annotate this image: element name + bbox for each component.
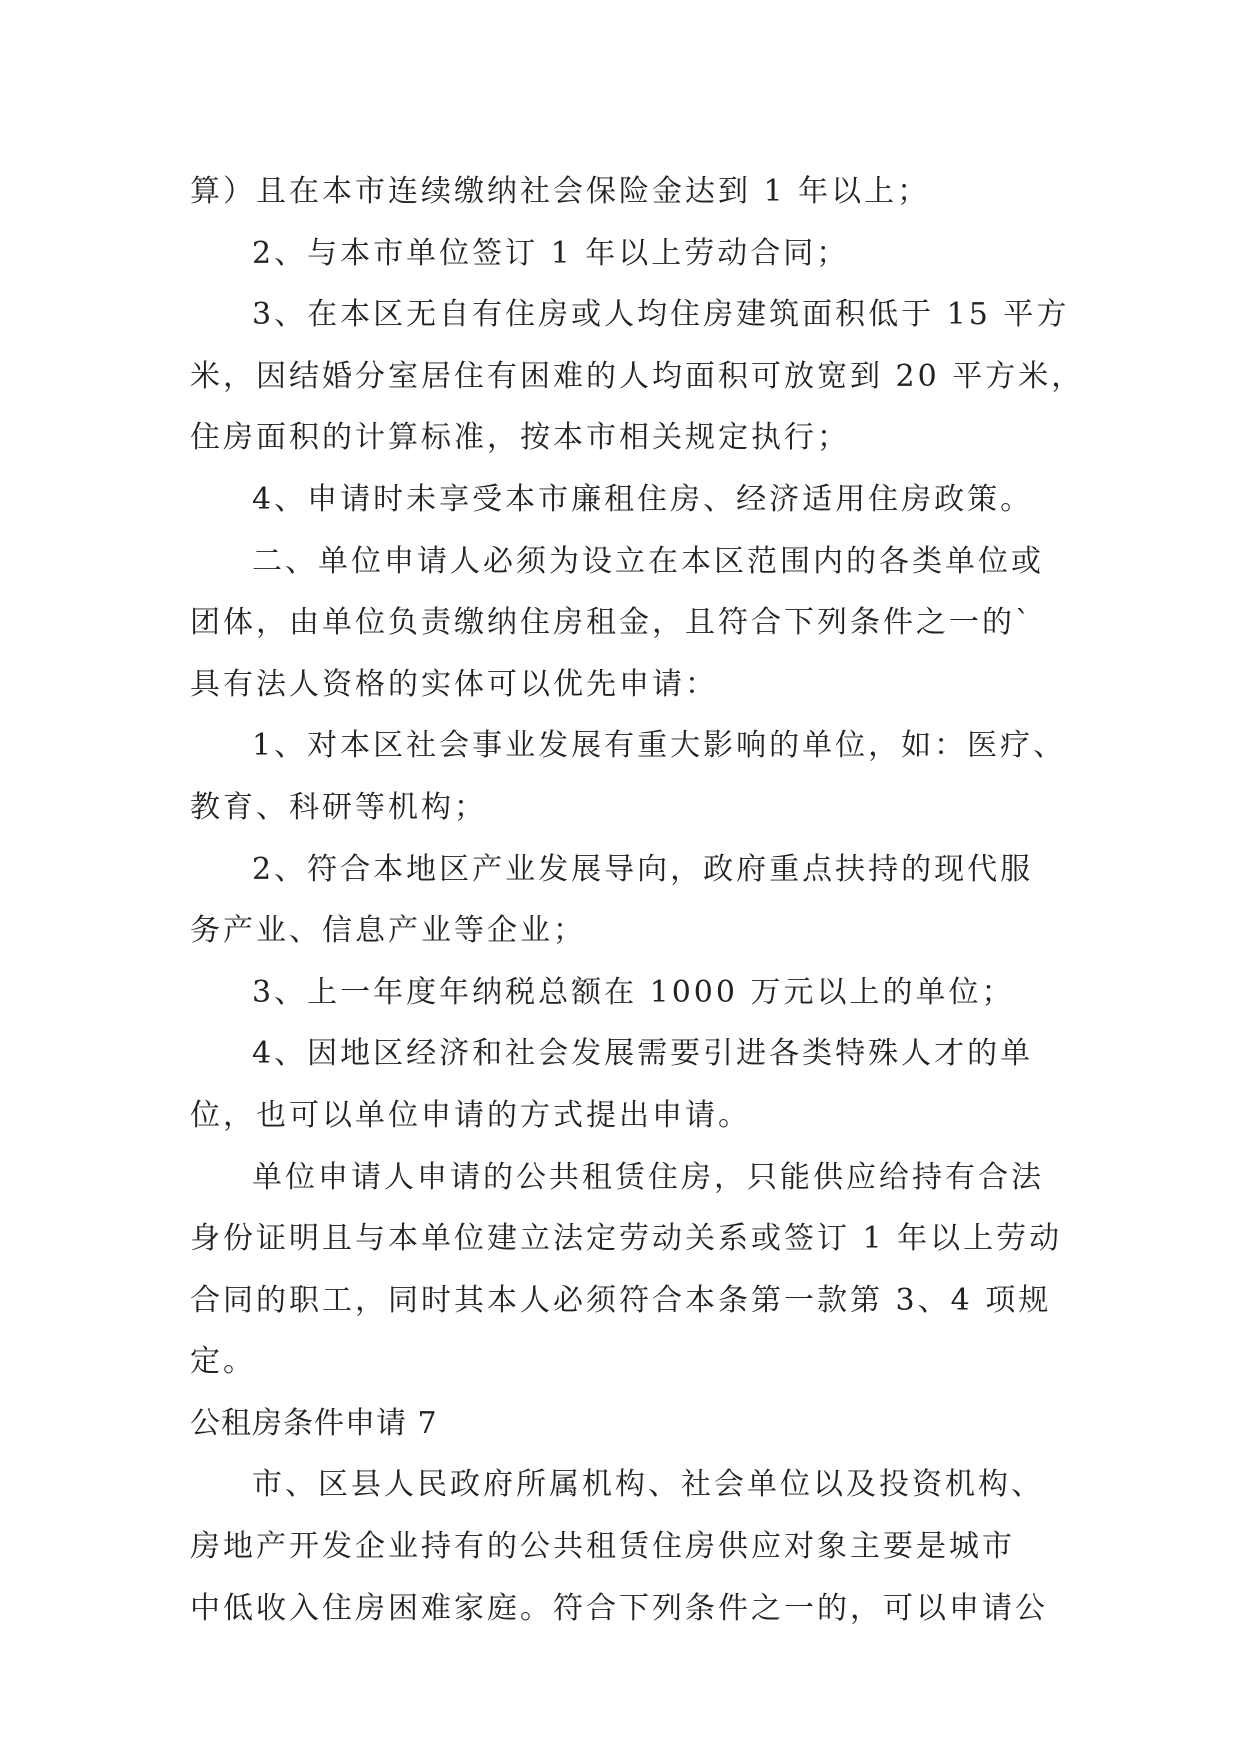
text-line: 位，也可以单位申请的方式提出申请。 xyxy=(190,1097,751,1133)
section-heading: 公租房条件申请 7 xyxy=(190,1405,438,1441)
text-line: 房地产开发企业持有的公共租赁住房供应对象主要是城市 xyxy=(190,1529,1015,1565)
text-line: 市、区县人民政府所属机构、社会单位以及投资机构、 xyxy=(252,1467,1044,1503)
text-line: 定。 xyxy=(190,1344,256,1380)
text-line: 教育、科研等机构； xyxy=(190,789,487,825)
text-line: 3、上一年度年纳税总额在 1000 万元以上的单位； xyxy=(252,974,1015,1010)
text-line: 具有法人资格的实体可以优先申请： xyxy=(190,666,718,702)
text-line: 住房面积的计算标准，按本市相关规定执行； xyxy=(190,420,850,456)
text-line: 3、在本区无自有住房或人均住房建筑面积低于 15 平方 xyxy=(252,297,1070,333)
text-line: 中低收入住房困难家庭。符合下列条件之一的，可以申请公 xyxy=(190,1590,1048,1626)
text-line: 团体，由单位负责缴纳住房租金，且符合下列条件之一的` xyxy=(190,605,1033,641)
text-line: 米，因结婚分室居住有困难的人均面积可放宽到 20 平方米， xyxy=(190,358,1085,394)
text-line: 合同的职工，同时其本人必须符合本条第一款第 3、4 项规 xyxy=(190,1282,1052,1318)
text-line: 1、对本区社会事业发展有重大影响的单位，如：医疗、 xyxy=(252,728,1067,764)
text-line: 二、单位申请人必须为设立在本区范围内的各类单位或 xyxy=(252,543,1044,579)
text-line: 2、与本市单位签订 1 年以上劳动合同； xyxy=(252,235,850,271)
text-line: 务产业、信息产业等企业； xyxy=(190,913,586,949)
text-line: 2、符合本地区产业发展导向，政府重点扶持的现代服 xyxy=(252,851,1034,887)
text-line: 4、申请时未享受本市廉租住房、经济适用住房政策。 xyxy=(252,481,1034,517)
text-line: 算）且在本市连续缴纳社会保险金达到 1 年以上； xyxy=(190,174,931,209)
text-line: 身份证明且与本单位建立法定劳动关系或签订 1 年以上劳动 xyxy=(190,1221,1063,1257)
text-line: 4、因地区经济和社会发展需要引进各类特殊人才的单 xyxy=(252,1036,1034,1072)
document-body xyxy=(190,161,1085,1639)
text-line: 单位申请人申请的公共租赁住房，只能供应给持有合法 xyxy=(252,1159,1044,1195)
